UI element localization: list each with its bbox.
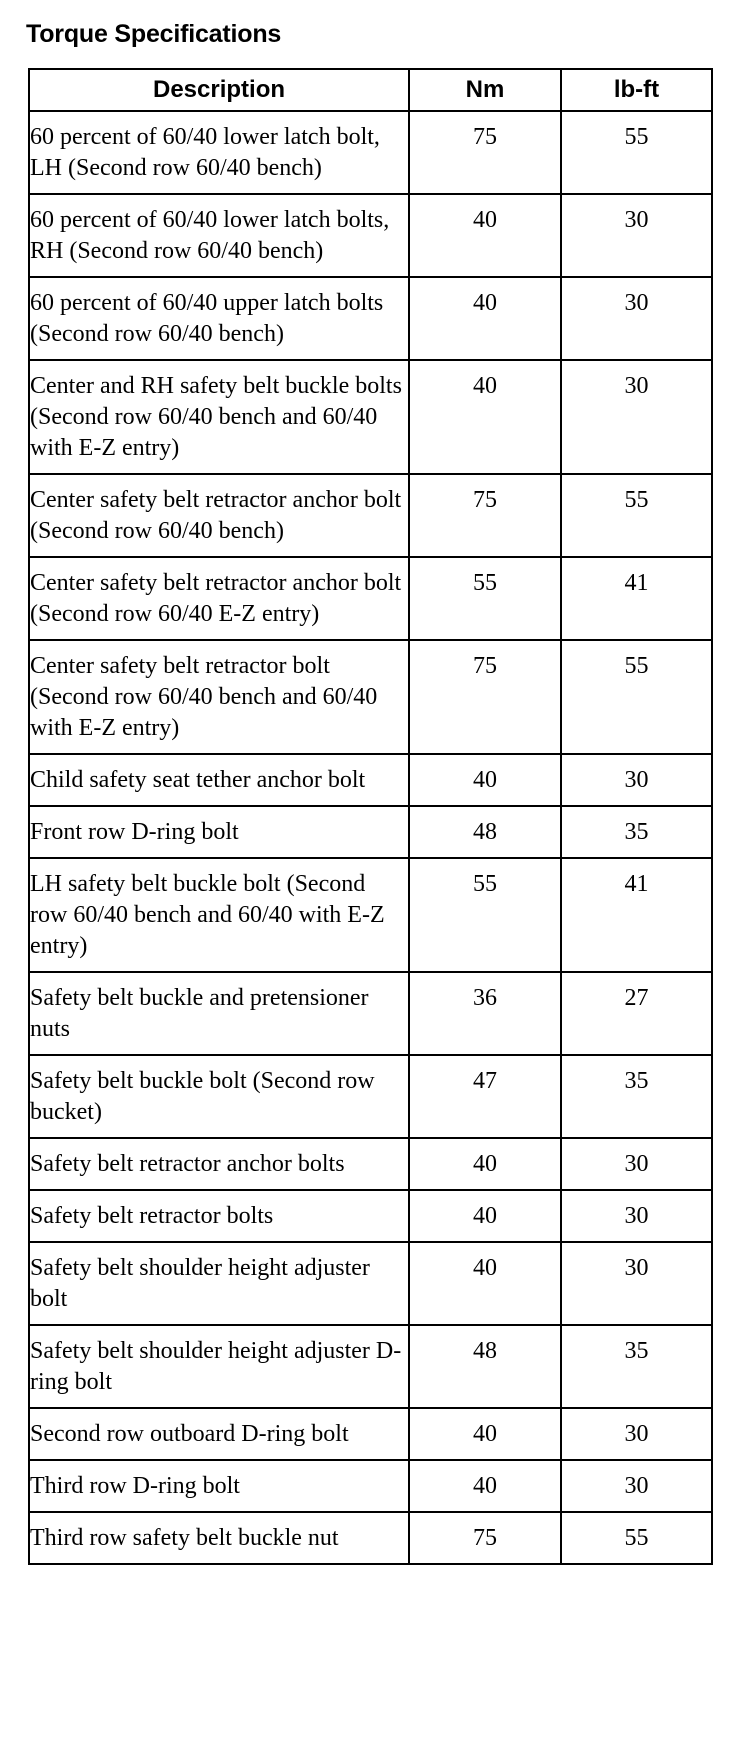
header-row	[29, 69, 712, 111]
nm-cell: 40	[409, 360, 561, 474]
nm-cell: 40	[409, 1408, 561, 1460]
lbft-cell: 30	[561, 1408, 712, 1460]
column-header-description: Description	[29, 69, 409, 111]
nm-cell: 75	[409, 111, 561, 194]
lbft-cell: 27	[561, 972, 712, 1055]
description-cell: Safety belt buckle bolt (Second row bucket)	[29, 1055, 409, 1138]
table-row	[29, 194, 712, 277]
lbft-cell: 55	[561, 474, 712, 557]
description-cell: 60 percent of 60/40 lower latch bolts, RH (Second row 60/40 bench)	[29, 194, 409, 277]
nm-cell: 75	[409, 640, 561, 754]
lbft-cell: 35	[561, 806, 712, 858]
description-cell: 60 percent of 60/40 lower latch bolt, LH (Second row 60/40 bench)	[29, 111, 409, 194]
nm-cell: 40	[409, 1242, 561, 1325]
table-row	[29, 1138, 712, 1190]
lbft-cell: 30	[561, 1242, 712, 1325]
table-row	[29, 1512, 712, 1564]
nm-cell: 55	[409, 557, 561, 640]
description-cell: Center safety belt retractor bolt (Second row 60/40 bench and 60/40 with E-Z entry)	[29, 640, 409, 754]
nm-cell: 36	[409, 972, 561, 1055]
page-title: Torque Specifications	[26, 20, 282, 48]
description-cell: Safety belt buckle and pretensioner nuts	[29, 972, 409, 1055]
table-row	[29, 360, 712, 474]
description-cell: Center safety belt retractor anchor bolt (Second row 60/40 bench)	[29, 474, 409, 557]
lbft-cell: 30	[561, 194, 712, 277]
table-row	[29, 972, 712, 1055]
description-cell: 60 percent of 60/40 upper latch bolts (Second row 60/40 bench)	[29, 277, 409, 360]
table-row	[29, 806, 712, 858]
lbft-cell: 30	[561, 754, 712, 806]
description-cell: Third row safety belt buckle nut	[29, 1512, 409, 1564]
table-row	[29, 754, 712, 806]
lbft-cell: 30	[561, 360, 712, 474]
lbft-cell: 35	[561, 1325, 712, 1408]
table-row	[29, 557, 712, 640]
nm-cell: 40	[409, 194, 561, 277]
torque-specifications-table	[28, 68, 713, 1565]
nm-cell: 40	[409, 1460, 561, 1512]
table-row	[29, 474, 712, 557]
lbft-cell: 30	[561, 1190, 712, 1242]
lbft-cell: 35	[561, 1055, 712, 1138]
lbft-cell: 55	[561, 111, 712, 194]
table-row	[29, 1325, 712, 1408]
nm-cell: 40	[409, 1190, 561, 1242]
description-cell: Safety belt shoulder height adjuster D-ring bolt	[29, 1325, 409, 1408]
table-row	[29, 277, 712, 360]
table-row	[29, 858, 712, 972]
description-cell: Safety belt shoulder height adjuster bolt	[29, 1242, 409, 1325]
nm-cell: 48	[409, 1325, 561, 1408]
description-cell: Safety belt retractor bolts	[29, 1190, 409, 1242]
table-row	[29, 640, 712, 754]
nm-cell: 40	[409, 1138, 561, 1190]
table-row	[29, 1408, 712, 1460]
description-cell: Third row D-ring bolt	[29, 1460, 409, 1512]
description-cell: Second row outboard D-ring bolt	[29, 1408, 409, 1460]
column-header-lbft: lb-ft	[561, 69, 712, 111]
lbft-cell: 55	[561, 1512, 712, 1564]
column-header-nm: Nm	[409, 69, 561, 111]
table-row	[29, 1055, 712, 1138]
description-cell: Center and RH safety belt buckle bolts (Second row 60/40 bench and 60/40 with E-Z entry)	[29, 360, 409, 474]
lbft-cell: 30	[561, 1138, 712, 1190]
description-cell: Child safety seat tether anchor bolt	[29, 754, 409, 806]
description-cell: LH safety belt buckle bolt (Second row 60/40 bench and 60/40 with E-Z entry)	[29, 858, 409, 972]
nm-cell: 75	[409, 474, 561, 557]
nm-cell: 40	[409, 277, 561, 360]
lbft-cell: 30	[561, 277, 712, 360]
nm-cell: 40	[409, 754, 561, 806]
description-cell: Safety belt retractor anchor bolts	[29, 1138, 409, 1190]
table-row	[29, 111, 712, 194]
lbft-cell: 55	[561, 640, 712, 754]
table-row	[29, 1242, 712, 1325]
table-row	[29, 1460, 712, 1512]
nm-cell: 75	[409, 1512, 561, 1564]
table-body	[29, 111, 712, 1564]
lbft-cell: 41	[561, 557, 712, 640]
lbft-cell: 41	[561, 858, 712, 972]
description-cell: Center safety belt retractor anchor bolt (Second row 60/40 E-Z entry)	[29, 557, 409, 640]
nm-cell: 48	[409, 806, 561, 858]
description-cell: Front row D-ring bolt	[29, 806, 409, 858]
lbft-cell: 30	[561, 1460, 712, 1512]
table-row	[29, 1190, 712, 1242]
nm-cell: 55	[409, 858, 561, 972]
nm-cell: 47	[409, 1055, 561, 1138]
